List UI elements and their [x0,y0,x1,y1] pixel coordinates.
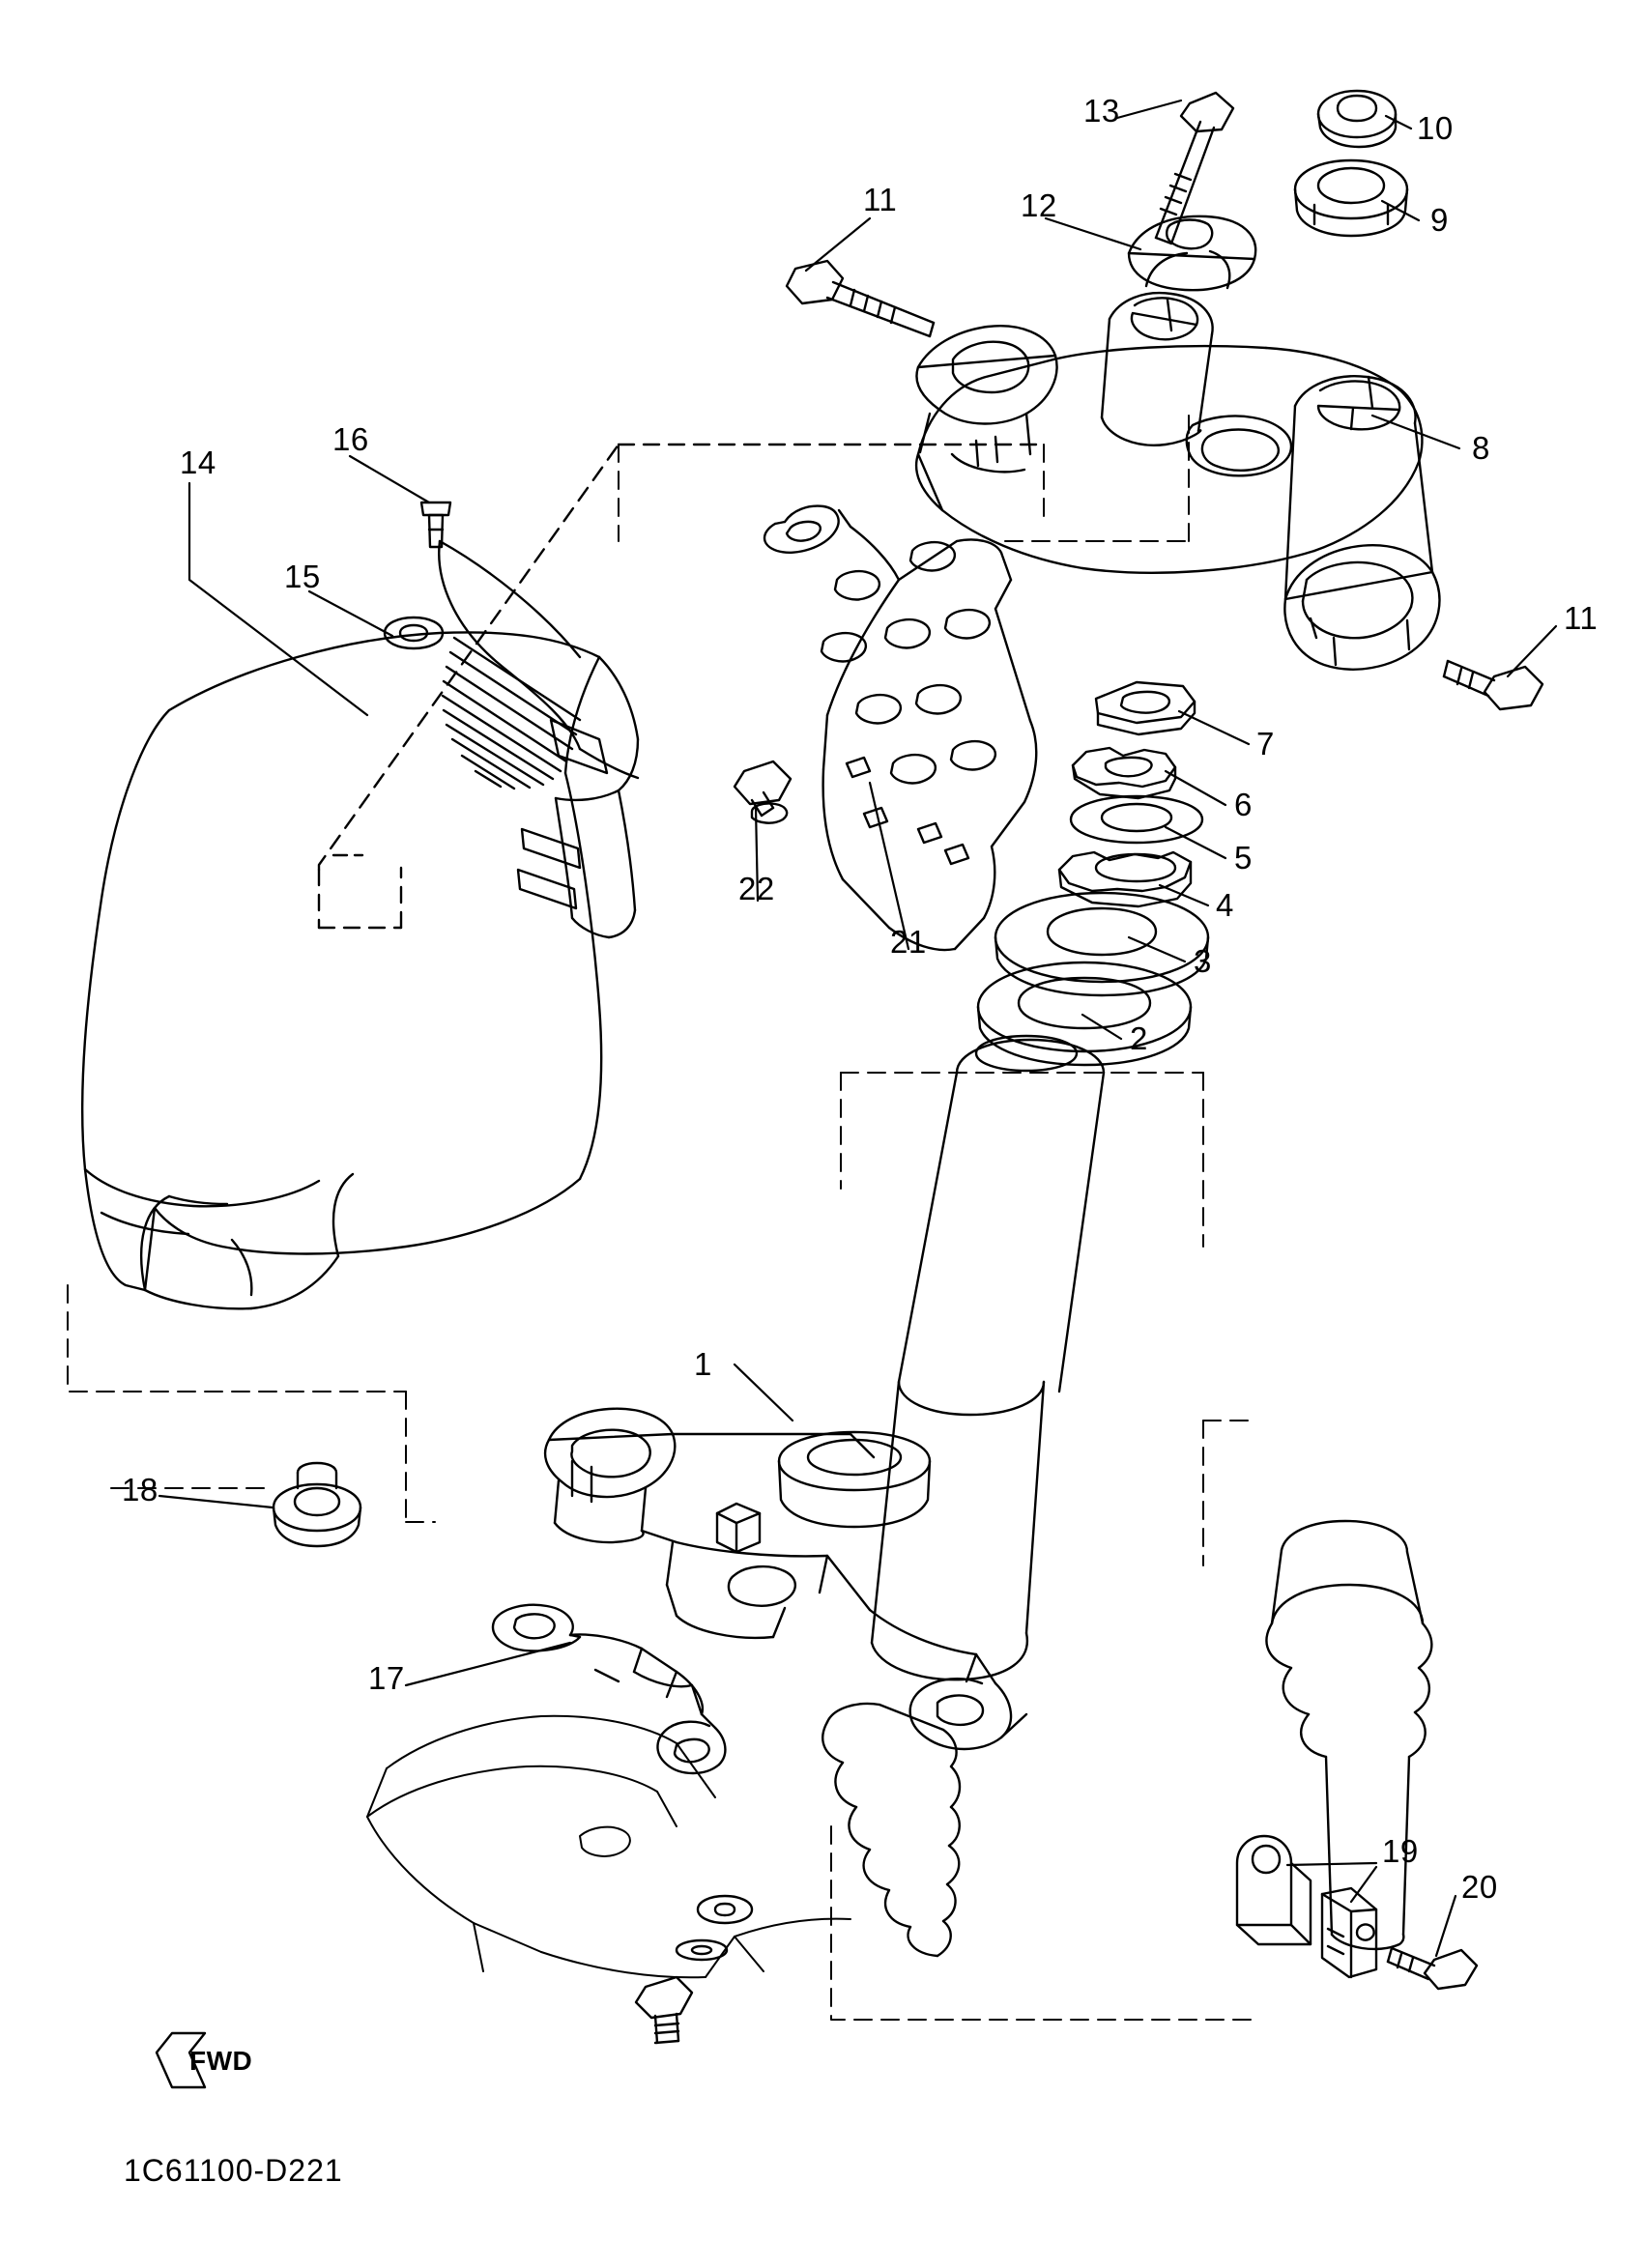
construction-lines [68,416,1256,2020]
bolt-20 [1388,1948,1477,1989]
grommet-18 [274,1463,360,1546]
callout-7: 7 [1256,726,1275,761]
callout-11-right: 11 [1564,600,1599,636]
callout-22: 22 [738,871,775,906]
callout-11-left: 11 [863,182,898,217]
callout-4: 4 [1216,887,1234,923]
callout-18: 18 [122,1472,159,1507]
bolt-11-right [1444,661,1542,709]
callout-10: 10 [1417,110,1454,146]
cap-nut-10 [1318,91,1396,147]
fork-clamp-19 [1237,1836,1376,1977]
callout-9: 9 [1430,202,1449,238]
callout-16: 16 [332,421,369,457]
bolt-22 [735,761,791,823]
bearing-stack [978,682,1208,1065]
frame-outline [367,1716,850,1978]
callout-2: 2 [1130,1020,1148,1056]
lower-bolt-and-washer [636,1896,752,2043]
callout-20: 20 [1461,1869,1498,1905]
callout-3: 3 [1194,943,1212,979]
handlebar-holder-12 [1129,216,1255,290]
callout-21: 21 [890,924,927,960]
part-code: 1C61100-D221 [124,2153,343,2188]
callout-5: 5 [1234,840,1253,876]
lower-bracket-and-stem [545,506,1104,1749]
upper-steering-bracket [916,293,1439,670]
callout-13: 13 [1083,93,1120,129]
callout-17: 17 [368,1660,405,1696]
callout-6: 6 [1234,787,1253,822]
callout-19: 19 [1382,1833,1419,1869]
fwd-label: FWD [189,2046,253,2076]
callout-14: 14 [180,445,216,480]
callout-8: 8 [1472,430,1490,466]
front-number-plate [82,445,1044,1308]
bolt-11-left [787,261,934,336]
callout-1: 1 [694,1346,712,1382]
callout-12: 12 [1021,187,1057,223]
cable-guide-17 [493,1605,725,1773]
callout-15: 15 [284,559,321,594]
plate-screw-16 [421,502,450,547]
ring-nut-9 [1295,160,1407,236]
